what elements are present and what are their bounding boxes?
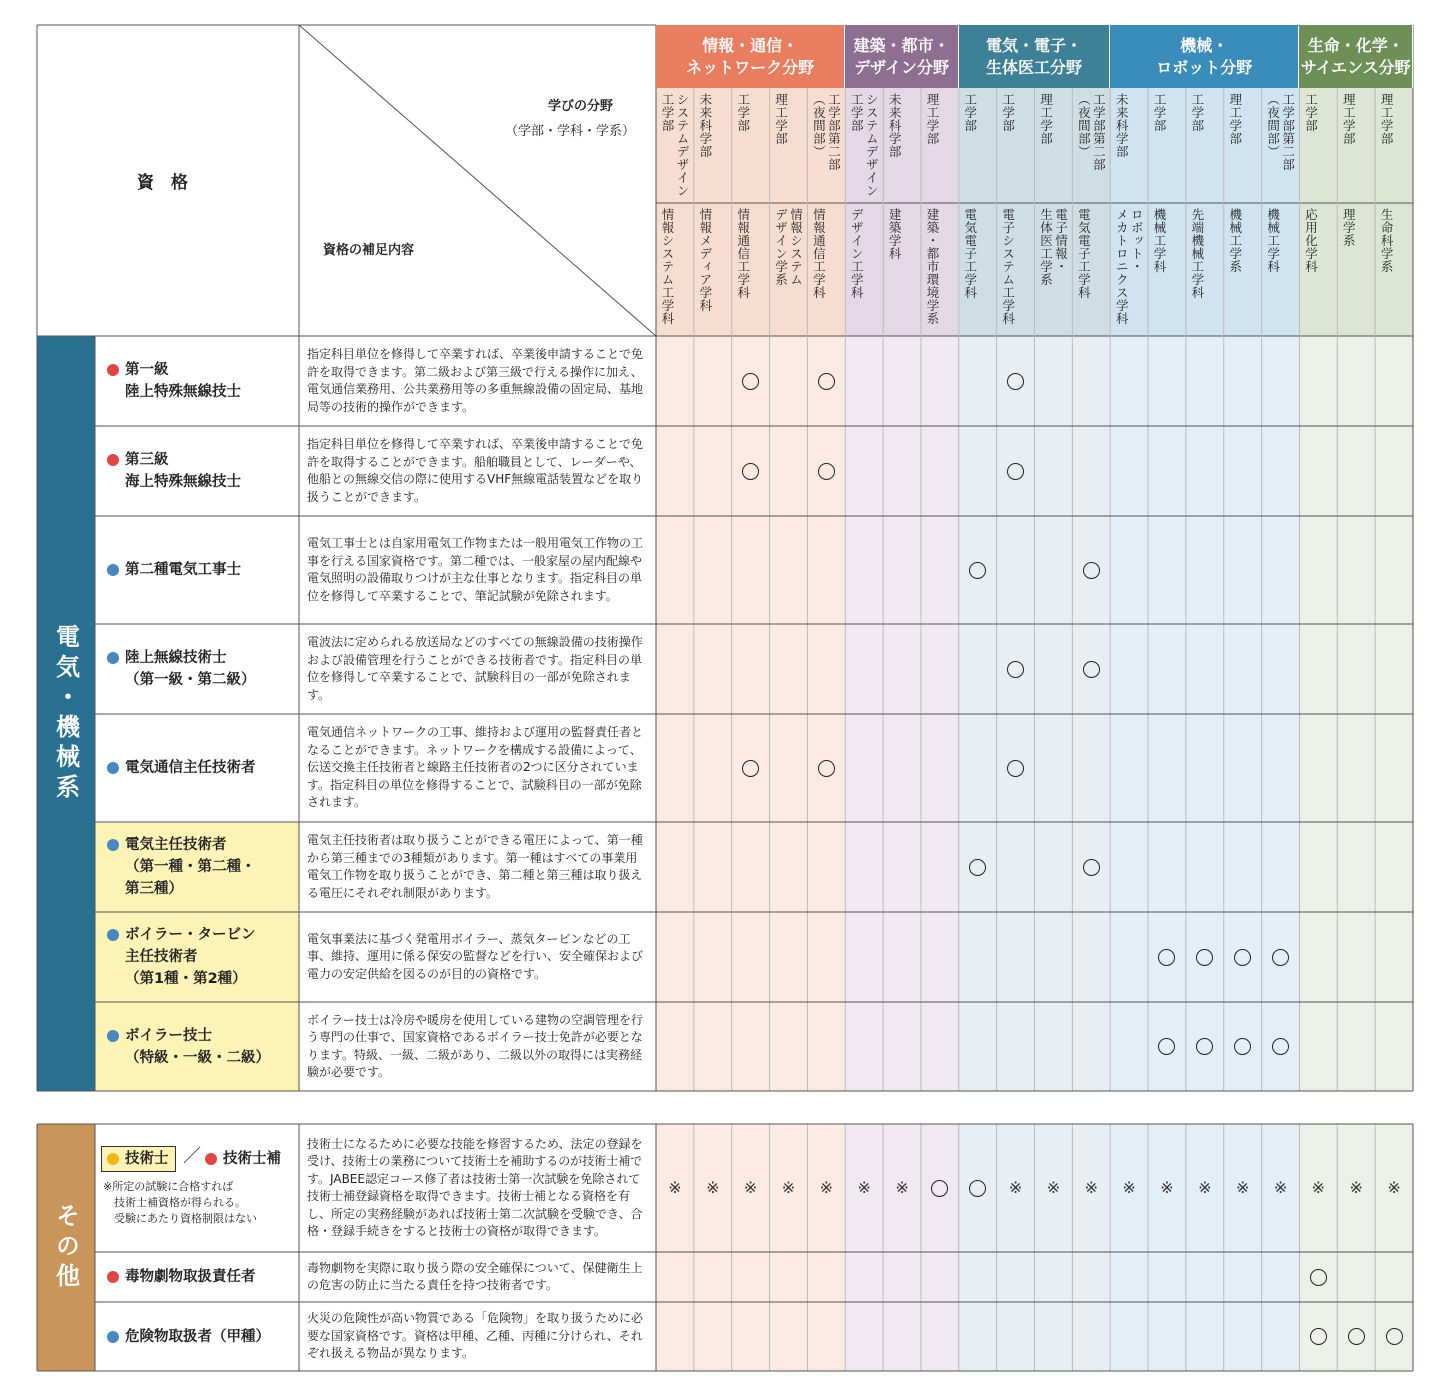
qualification-name: 毒物劇物取扱責任者 <box>125 1269 256 1285</box>
dot-icon <box>107 652 119 664</box>
circle-mark <box>1158 949 1175 966</box>
dot-icon <box>107 1271 119 1283</box>
circle-mark <box>818 373 835 390</box>
qualification-description: 電気工事士とは自家用電気工作物または一般用電気工作物の工事を行える国家資格です。第二種では、一般家屋の屋内配線や電気照明の設備取りつけが主な仕事となります。指定科目の単位を修得して卒業することで、筆記試験が免除されます。 <box>307 536 644 603</box>
column-faculty: 理工学部 <box>1379 93 1395 145</box>
circle-mark <box>1386 1328 1403 1345</box>
asterisk-mark: ※ <box>1084 1178 1098 1197</box>
column-faculty: システムデザイン 工学部 <box>660 93 690 197</box>
column-bg <box>656 1124 694 1371</box>
column-faculty: 工学部 <box>735 93 751 132</box>
column-faculty: 工学部第二部 （夜間部） <box>811 93 842 171</box>
column-faculty: 工学部第二部 （夜間部） <box>1076 93 1107 171</box>
column-bg <box>959 1124 997 1371</box>
group-header: 電気・電子・ 生体医工分野 <box>959 25 1110 88</box>
column-bg <box>1072 1124 1110 1371</box>
circle-mark <box>742 373 759 390</box>
column-faculty: 理工学部 <box>1038 93 1054 145</box>
column-faculty: 工学部 <box>1000 93 1016 132</box>
circle-mark <box>1310 1269 1327 1286</box>
column-bg <box>997 1124 1035 1371</box>
qualification-name: 危険物取扱者（甲種） <box>125 1328 270 1345</box>
asterisk-mark: ※ <box>706 1178 720 1197</box>
asterisk-mark: ※ <box>1273 1178 1288 1197</box>
asterisk-mark: ※ <box>1008 1178 1023 1197</box>
qualification-description: 電気主任技術者は取り扱うことができる電圧によって、第一種から第三種までの3種類があります。第一種はすべての事業用電気工作物を取り扱うことができ、第二種と第三種は取り扱える電圧にそれぞれ制限があります。 <box>307 833 643 900</box>
section-label: 電気・機械系 <box>51 623 80 804</box>
column-bg <box>770 1124 808 1371</box>
qualification-name: 第二種電気工事士 <box>125 562 241 578</box>
qualification-name: 電気主任技術者 （第一種・第二種・ 第三種） <box>125 837 256 897</box>
header-supplement-label: 資格の補足内容 <box>323 243 415 258</box>
column-bg <box>1186 1124 1224 1371</box>
circle-mark <box>1007 373 1024 390</box>
column-department: 情報システム デザイン学系 <box>773 208 804 286</box>
column-department: 生命科学系 <box>1379 208 1395 273</box>
column-bg <box>807 1124 845 1371</box>
circle-mark <box>1007 661 1024 678</box>
circle-mark <box>818 463 835 480</box>
qualification-name: ボイラー技士 （特級・一級・二級） <box>125 1027 270 1066</box>
dot-icon <box>107 762 119 774</box>
circle-mark <box>1272 1038 1289 1055</box>
column-faculty: 工学部 <box>1152 93 1168 132</box>
dot-icon <box>107 839 119 851</box>
column-bg <box>1035 1124 1073 1371</box>
circle-mark <box>1196 949 1213 966</box>
column-faculty: 未来科学部 <box>887 93 903 158</box>
asterisk-mark: ※ <box>1046 1178 1061 1197</box>
circle-mark <box>1007 760 1024 777</box>
circle-mark <box>1348 1328 1365 1345</box>
qualification-description: 電気通信ネットワークの工事、維持および運用の監督責任者となることができます。ネットワークを構成する設備によって、伝送交換主任技術者と線路主任技術者の2つに区分されています。指定科目の単位を修得することで、試験科目の一部が免除されます。 <box>307 725 644 810</box>
qualification-description: ボイラー技士は冷房や暖房を使用している建物の空調管理を行う専門の仕事で、国家資格であるボイラー技士免許が必要となります。特級、一級、二級があり、二級以外の取得には実務経験が必要です。 <box>307 1012 644 1079</box>
asterisk-mark: ※ <box>1387 1178 1401 1197</box>
header-field-label: 学びの分野 <box>548 99 614 114</box>
qualification-name-secondary: 技術士補 <box>223 1151 281 1167</box>
column-department: 建築学科 <box>887 208 903 260</box>
group-header: 建築・都市・ デザイン分野 <box>845 25 959 88</box>
column-faculty: 工学部 <box>1303 93 1319 132</box>
asterisk-mark: ※ <box>781 1178 796 1197</box>
column-department: ロボット・ メカトロニクス学科 <box>1114 208 1145 325</box>
circle-mark <box>931 1180 948 1197</box>
column-department: 電気電子工学科 <box>962 208 978 299</box>
circle-mark <box>1083 859 1100 876</box>
column-department: 情報通信工学科 <box>811 208 827 299</box>
dot-icon <box>107 1153 119 1165</box>
asterisk-mark: ※ <box>668 1178 682 1197</box>
column-bg <box>694 1124 732 1371</box>
column-faculty: 工学部 <box>962 93 978 132</box>
asterisk-mark: ※ <box>1198 1178 1212 1197</box>
qualification-name: 陸上無線技術士 （第一級・第二級） <box>125 650 256 688</box>
asterisk-mark: ※ <box>1235 1178 1250 1197</box>
column-faculty: システムデザイン 工学部 <box>849 93 880 197</box>
circle-mark <box>969 562 986 579</box>
circle-mark <box>742 463 759 480</box>
column-faculty: 未来科学部 <box>1114 93 1130 158</box>
qualification-name: 第一級 陸上特殊無線技士 <box>125 362 241 400</box>
qualification-description: 電気事業法に基づく発電用ボイラー、蒸気タービンなどの工事、維持、運用に係る保安の監督などを行い、安全確保および電力の安定供給を図るのが目的の資格です。 <box>307 931 644 981</box>
asterisk-mark: ※ <box>895 1178 909 1197</box>
circle-mark <box>1234 949 1251 966</box>
dot-icon <box>107 1030 119 1042</box>
column-department: 機械工学科 <box>1152 208 1168 273</box>
asterisk-mark: ※ <box>857 1178 871 1197</box>
column-faculty: 工学部 <box>1189 93 1205 132</box>
header-title: 資 格 <box>137 173 188 193</box>
column-department: デザイン工学科 <box>849 208 865 299</box>
name-separator: ／ <box>183 1146 201 1167</box>
qualification-description: 毒物劇物を実際に取り扱う際の安全確保について、保健衛生上の危害の防止に当たる責任を持つ技術者です。 <box>307 1260 643 1292</box>
asterisk-mark: ※ <box>1311 1178 1326 1197</box>
column-bg <box>1262 1124 1300 1371</box>
column-bg <box>883 1124 921 1371</box>
qualification-note: ※所定の試験に合格すれば 技術士補資格が得られる。 受験にあたり資格制限はない <box>103 1180 257 1225</box>
column-faculty: 未来科学部 <box>697 93 713 158</box>
qualification-name: ボイラー・タービン 主任技術者 （第1種・第2種） <box>125 927 256 987</box>
asterisk-mark: ※ <box>819 1178 834 1197</box>
circle-mark <box>818 760 835 777</box>
column-department: 機械工学科 <box>1265 208 1281 273</box>
qualification-name: 第三級 海上特殊無線技士 <box>125 452 241 490</box>
column-bg <box>1224 1124 1262 1371</box>
asterisk-mark: ※ <box>1349 1178 1363 1197</box>
qualification-description: 技術士になるために必要な技能を修習するため、法定の登録を受け、技術士の業務について技術士を補助するのが技術士補です。JABEE認定コース修了者は技術士第一次試験を免除されて技術士補登録資格を取得できます。技術士補となる資格を有し、所定の実務経験があれば技術士第二次試験を受験でき、合格・登録手続きをすると技術士の資格が取得できます。 <box>307 1136 643 1238</box>
column-department: 情報システム工学科 <box>660 208 675 325</box>
circle-mark <box>1083 661 1100 678</box>
asterisk-mark: ※ <box>1122 1178 1136 1197</box>
column-bg <box>1110 1124 1148 1371</box>
qualification-description: 火災の危険性が高い物質である「危険物」を取り扱うために必要な国家資格です。資格は甲種、乙種、丙種に分けられ、それぞれ扱える物品が異なります。 <box>307 1311 644 1361</box>
column-department: 電気電子工学科 <box>1076 208 1092 299</box>
dot-icon <box>205 1153 217 1165</box>
qualification-name: 電気通信主任技術者 <box>125 760 256 776</box>
column-department: 応用化学科 <box>1303 208 1319 273</box>
column-department: 先端機械工学科 <box>1189 208 1205 299</box>
dot-icon <box>107 364 119 376</box>
dot-icon <box>107 454 119 466</box>
group-header: 機械・ ロボット分野 <box>1110 25 1299 88</box>
circle-mark <box>742 760 759 777</box>
header-field-sublabel: （学部・学科・学系） <box>505 124 636 139</box>
diagonal-line <box>299 25 656 336</box>
column-department: 情報通信工学科 <box>735 208 751 299</box>
column-faculty: 理工学部 <box>1227 93 1243 145</box>
column-department: 電子情報・ 生体医工学系 <box>1038 208 1069 286</box>
qualification-name: 技術士 <box>125 1151 169 1167</box>
column-department: 情報メディア学科 <box>697 208 713 312</box>
column-department: 理学系 <box>1341 208 1357 247</box>
column-faculty: 理工学部 <box>924 93 940 145</box>
column-faculty: 理工学部 <box>773 93 789 145</box>
circle-mark <box>969 859 986 876</box>
column-bg <box>845 1124 883 1371</box>
column-bg <box>921 1124 959 1371</box>
column-faculty: 理工学部 <box>1341 93 1357 145</box>
dot-icon <box>107 1331 119 1343</box>
dot-icon <box>107 929 119 941</box>
section-label: その他 <box>51 1202 80 1293</box>
asterisk-mark: ※ <box>743 1178 758 1197</box>
qualification-description: 指定科目単位を修得して卒業すれば、卒業後申請することで免許を取得することができます。船舶職員として、レーダーや、他船との無線交信の際に使用するVHF無線電話装置などを取り扱うことができます。 <box>307 437 644 504</box>
circle-mark <box>1083 562 1100 579</box>
dot-icon <box>107 564 119 576</box>
circle-mark <box>1310 1328 1327 1345</box>
column-bg <box>732 1124 770 1371</box>
column-department: 建築・都市環境学系 <box>924 208 940 325</box>
column-department: 機械工学系 <box>1227 208 1243 273</box>
circle-mark <box>969 1180 986 1197</box>
circle-mark <box>1007 463 1024 480</box>
column-department: 電子システム工学科 <box>1000 208 1016 325</box>
column-bg <box>1148 1124 1186 1371</box>
asterisk-mark: ※ <box>1160 1178 1174 1197</box>
group-header: 生命・化学・ サイエンス分野 <box>1299 25 1413 88</box>
column-faculty: 工学部第二部 （夜間部） <box>1265 93 1296 171</box>
qualification-description: 電波法に定められる放送局などのすべての無線設備の技術操作および設備管理を行うことができる技術者です。指定科目の単位を修得して卒業することで、試験科目の一部が免除されます。 <box>307 635 643 702</box>
qualification-description: 指定科目単位を修得して卒業すれば、卒業後申請することで免許を取得できます。第二級および第三級で行える操作に加え、電気通信業務用、公共業務用等の多重無線設備の固定局、基地局等の技術的操作ができます。 <box>307 347 644 414</box>
group-header: 情報・通信・ ネットワーク分野 <box>656 25 845 88</box>
circle-mark <box>1272 949 1289 966</box>
